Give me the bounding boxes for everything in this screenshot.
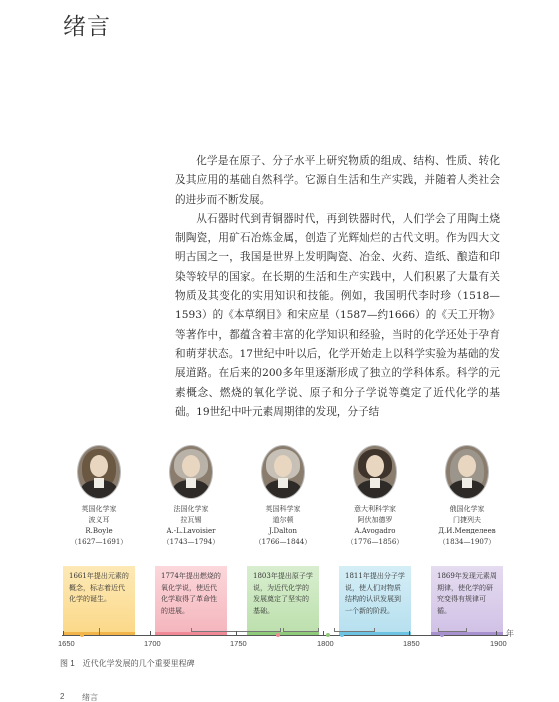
axis-unit: 年 — [506, 629, 514, 638]
scientist-title: 意大利科学家 — [354, 505, 396, 513]
scientist-name-en: R.Boyle — [85, 527, 113, 535]
paragraph-2: 从石器时代到青铜器时代，再到铁器时代，人们学会了用陶土烧制陶瓷，用矿石冶炼金属，创造了光辉灿烂的古代文明。作为四大文明古国之一，我国是世界上发明陶瓷、冶金、火药、造纸、酿造和印染等较早的国家。在长期的生活和生产实践中，人们积累了大量有关物质及其变化的实用知识和技能。例如，我国明代李时珍（1518—1593）的《本草纲目》和宋应星（1587—约1666）的《天工开物》等著作中，都蕴含着丰富的化学知识和经验，当时的化学还处于孕育和萌芽状态。17世纪中叶以后，化学开始走上以科学实验为基础的发展道路。在后来的200多年里逐渐形成了独立的学科体系。科学的元素概念、燃烧的氧化学说、原子和分子学说等奠定了近代化学的基础。19世纪中叶元素周期律的发现，分子结 — [175, 212, 500, 418]
portrait-lavoisier — [170, 446, 212, 498]
tick-label-1800: 1800 — [317, 639, 334, 648]
scientist-title: 俄国化学家 — [449, 505, 485, 513]
tick-label-1750: 1750 — [230, 639, 247, 648]
event-marker-1803 — [326, 633, 330, 637]
paragraph-1: 化学是在原子、分子水平上研究物质的组成、结构、性质、转化及其应用的基础自然科学。它源自生活和生产实践，并随着人类社会的进步而不断发展。 — [175, 155, 500, 206]
scientist-title: 英国科学家 — [265, 505, 301, 513]
portrait-avogadro — [354, 446, 396, 498]
axis-tick — [63, 631, 64, 636]
scientist-name-cn: 拉瓦锡 — [180, 516, 202, 524]
scientist-name-en: Д.И.Менделеев — [438, 527, 496, 535]
event-marker-1774 — [276, 633, 280, 637]
scientist-desc: 1803年提出原子学说，为近代化学的发展奠定了坚实的基础。 — [247, 566, 319, 632]
scientist-card-mendeleev — [431, 502, 503, 640]
intro-text — [175, 152, 500, 422]
scientist-name-en: J.Dalton — [268, 527, 298, 535]
axis-tick — [323, 631, 324, 636]
axis-tick — [236, 631, 237, 636]
scientist-name-cn: 门捷列夫 — [453, 516, 481, 524]
connector-avogadro — [334, 628, 375, 632]
scientist-desc: 1661年提出元素的概念，标志着近代化学的诞生。 — [63, 566, 135, 632]
axis-tick — [409, 631, 410, 636]
connector-boyle — [99, 628, 100, 635]
axis-tick — [150, 631, 151, 636]
scientist-card-boyle — [63, 502, 135, 640]
event-marker-1811 — [340, 633, 344, 637]
tick-label-1700: 1700 — [144, 639, 161, 648]
axis-tick — [496, 631, 497, 636]
scientist-years: （1766—1844） — [254, 538, 312, 546]
scientist-desc: 1774年提出燃烧的氧化学说，使近代化学取得了革命性的进展。 — [155, 566, 227, 632]
scientist-name-cn: 道尔顿 — [272, 516, 294, 524]
scientist-years: （1834—1907） — [438, 538, 496, 546]
portrait-mendeleev — [446, 446, 488, 498]
scientist-card-avogadro — [339, 502, 411, 640]
scientist-desc: 1811年提出分子学说，使人们对物质结构的认识发展到一个新的阶段。 — [339, 566, 411, 632]
figure-caption: 图 1 近代化学发展的几个重要里程碑 — [60, 659, 195, 668]
scientist-title: 英国化学家 — [81, 505, 117, 513]
connector-mendeleev — [438, 628, 467, 632]
page-number: 2 — [60, 692, 65, 701]
scientist-name-cn: 阿伏加德罗 — [357, 516, 393, 524]
chemistry-milestones-figure — [58, 440, 518, 670]
chapter-title: 绪言 — [63, 14, 111, 40]
scientist-card-lavoisier — [155, 502, 227, 640]
scientist-years: （1743—1794） — [162, 538, 220, 546]
tick-label-1650: 1650 — [58, 639, 75, 648]
tick-label-1900: 1900 — [490, 639, 507, 648]
scientist-title: 法国化学家 — [173, 505, 209, 513]
connector-dalton — [283, 628, 319, 632]
portrait-dalton — [262, 446, 304, 498]
scientist-name-cn: 波义耳 — [88, 516, 110, 524]
scientist-card-dalton — [247, 502, 319, 640]
portrait-boyle — [78, 446, 120, 498]
scientist-name-en: A.Avogadro — [354, 527, 396, 535]
scientist-years: （1627—1691） — [70, 538, 128, 546]
scientist-name-en: A.-L.Lavoisier — [166, 527, 216, 535]
tick-label-1850: 1850 — [403, 639, 420, 648]
footer-section-title: 绪言 — [82, 693, 98, 702]
scientist-desc: 1869年发现元素周期律，使化学的研究变得有规律可循。 — [431, 566, 503, 632]
scientist-years: （1776—1856） — [346, 538, 404, 546]
